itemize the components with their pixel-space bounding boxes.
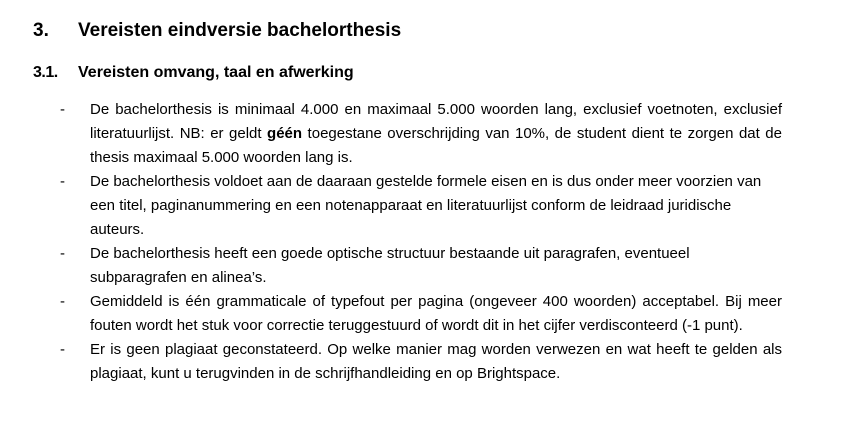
list-item (60, 242, 782, 290)
list-item-text: De bachelorthesis voldoet aan de daaraan gestelde formele eisen en is dus onder meer voorzien van een titel, paginanummering en een notenapparaat en literatuurlijst conform de leidraad juridische auteurs. (90, 173, 762, 238)
bullet-dash: - (60, 173, 65, 190)
subsection-number: 3.1. (33, 64, 58, 81)
bullet-dash: - (60, 341, 65, 358)
list-item (60, 338, 782, 386)
bullet-dash: - (60, 293, 65, 310)
list-item-text: De bachelorthesis heeft een goede optische structuur bestaande uit paragrafen, eventueel subparagrafen en alinea’s. (90, 245, 690, 286)
section-title: Vereisten eindversie bachelorthesis (78, 20, 402, 41)
list-item-text: Gemiddeld is één grammaticale of typefout per pagina (ongeveer 400 woorden) acceptabel. Bij meer fouten wordt het stuk voor correctie teruggestuurd of wordt dit in het cijfer verdisconteerd (-1 punt). (90, 293, 782, 334)
list-item (60, 98, 782, 170)
list-item (60, 290, 782, 338)
section-number: 3. (33, 20, 49, 41)
list-item-text (90, 98, 782, 170)
subsection-title: Vereisten omvang, taal en afwerking (78, 64, 354, 81)
list-item (60, 170, 782, 242)
subsection-heading (33, 62, 354, 84)
bullet-dash: - (60, 101, 65, 118)
bullet-dash: - (60, 245, 65, 262)
section-heading (33, 18, 401, 44)
list-item-text: Er is geen plagiaat geconstateerd. Op welke manier mag worden verwezen en wat heeft te gelden als plagiaat, kunt u terugvinden in de schrijfhandleiding en op Brightspace. (90, 341, 782, 382)
text-segment: De bachelorthesis is minimaal 4.000 en maximaal 5.000 woorden lang, exclusief voetnoten, exclusief literatuurlijst. NB: er geldt (90, 101, 782, 142)
requirements-list (60, 98, 782, 386)
bold-emphasis: géén (267, 125, 303, 142)
text-segment: toegestane overschrijding van 10%, de student dient te zorgen dat de thesis maximaal 5.000 woorden lang is. (90, 125, 782, 166)
